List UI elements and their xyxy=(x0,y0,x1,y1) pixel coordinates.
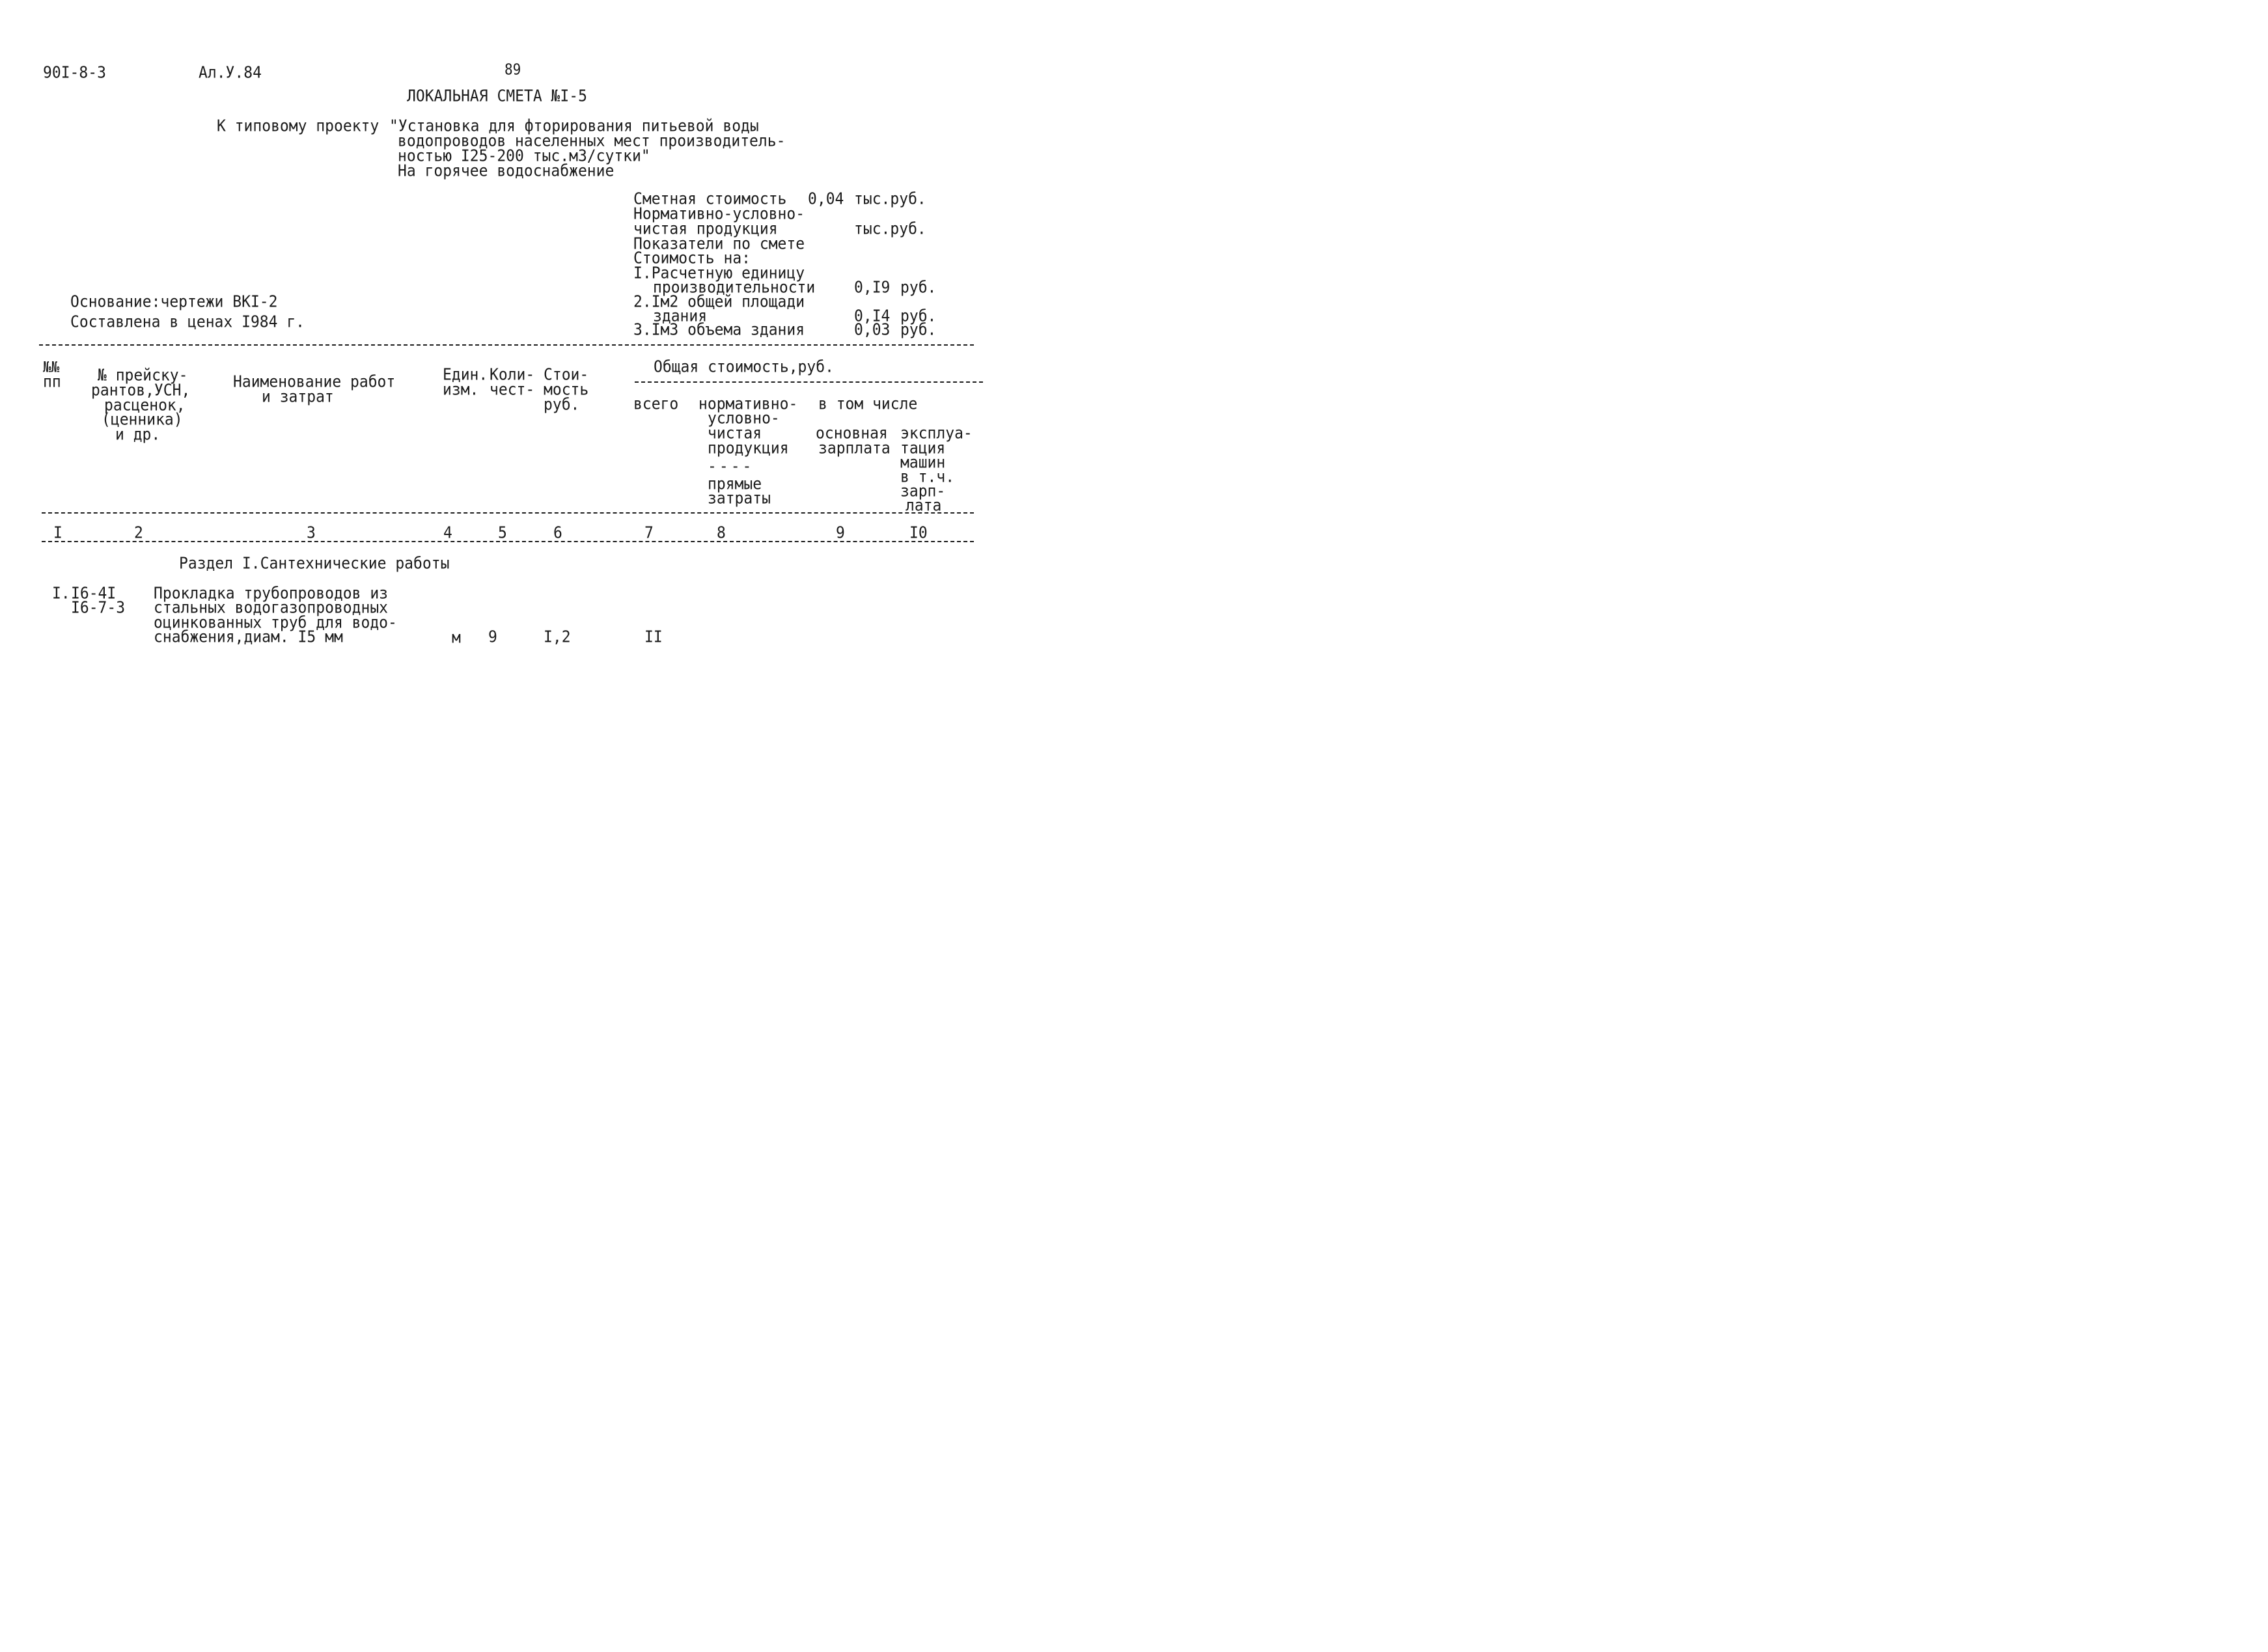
column-number-4: 4 xyxy=(443,523,452,542)
col8-subheader-line-1: прямые xyxy=(708,475,762,493)
indicator-3-value: 0,03 xyxy=(854,320,891,339)
header-bottom-rule xyxy=(42,512,974,514)
indicator-3-label: 3.Iм3 объема здания xyxy=(633,320,805,339)
project-line-1: "Установка для фторирования питьевой воды xyxy=(389,117,759,135)
column-numbers-rule xyxy=(42,541,974,542)
col10-header-line-1: эксплуа- xyxy=(900,424,973,443)
indicator-1-label-1: I.Расчетную единицу xyxy=(633,264,805,282)
row-1-name-line-1: Прокладка трубопроводов из xyxy=(154,584,389,603)
col3-header-line-1: Наименование работ xyxy=(233,372,396,391)
total-group-rule xyxy=(635,381,983,383)
col3-header-line-2: и затрат xyxy=(262,387,334,406)
row-1-unit: м xyxy=(452,628,461,647)
total-cost-group-header: Общая стоимость,руб. xyxy=(654,357,834,376)
col2-header-line-4: (ценника) xyxy=(102,410,183,429)
col10-header-line-4: в т.ч. xyxy=(900,467,955,486)
table-top-rule xyxy=(39,344,974,346)
col4-header-line-1: Един. xyxy=(443,365,488,384)
document-code: 90I-8-3 xyxy=(43,63,106,82)
indicator-2-label-1: 2.Iм2 общей площади xyxy=(633,292,805,311)
col6-header-line-1: Стои- xyxy=(544,365,589,384)
indicators-label: Показатели по смете xyxy=(633,234,805,253)
column-number-1: I xyxy=(53,523,62,542)
including-group-header: в том числе xyxy=(818,394,918,413)
cost-per-label: Стоимость на: xyxy=(633,249,751,268)
row-1-total: II xyxy=(644,627,663,646)
page-number: 89 xyxy=(505,61,521,78)
col8-header-line-4: продукция xyxy=(708,439,789,458)
estimated-cost-value: 0,04 xyxy=(808,189,844,208)
col10-header-line-3: машин xyxy=(900,453,946,472)
col10-header-line-5: зарп- xyxy=(900,482,946,501)
column-number-5: 5 xyxy=(498,523,507,542)
column-number-2: 2 xyxy=(134,523,143,542)
indicator-1-label-2: производительности xyxy=(653,278,816,297)
row-1-name-line-4: снабжения,диам. I5 мм xyxy=(154,627,343,646)
col8-header-line-1: нормативно- xyxy=(698,394,798,413)
col10-header-line-6: лата xyxy=(906,496,942,515)
col5-header-line-2: чест- xyxy=(490,380,535,399)
project-line-4: На горячее водоснабжение xyxy=(398,161,615,180)
col8-header-divider: ---- xyxy=(708,457,754,476)
net-product-label-1: Нормативно-условно- xyxy=(633,204,805,223)
document-title: ЛОКАЛЬНАЯ СМЕТА №I-5 xyxy=(407,87,587,105)
col2-header-line-1: № прейску- xyxy=(98,366,188,385)
col9-header-line-2: зарплата xyxy=(818,439,891,458)
indicator-1-unit: руб. xyxy=(900,278,937,297)
row-1-quantity: 9 xyxy=(488,627,497,646)
section-title: Раздел I.Сантехнические работы xyxy=(179,554,450,573)
indicator-2-label-2: здания xyxy=(653,307,708,325)
row-1-cost: I,2 xyxy=(544,627,571,646)
project-line-3: ностью I25-200 тыс.м3/сутки" xyxy=(398,146,650,165)
col7-header: всего xyxy=(633,394,679,413)
column-number-7: 7 xyxy=(644,523,654,542)
basis-line: Основание:чертежи ВКI-2 xyxy=(70,292,278,311)
net-product-unit: тыс.руб. xyxy=(854,219,926,238)
indicator-1-value: 0,I9 xyxy=(854,278,891,297)
album-number: Ал.У.84 xyxy=(199,63,262,82)
indicator-2-unit: руб. xyxy=(900,307,937,325)
col9-header-line-1: основная xyxy=(816,424,888,443)
estimated-cost-unit: тыс.руб. xyxy=(854,189,926,208)
prices-line: Составлена в ценах I984 г. xyxy=(70,312,305,331)
col2-header-line-3: расценок, xyxy=(104,396,186,415)
column-number-3: 3 xyxy=(307,523,316,542)
row-1-price-code-1: I6-4I xyxy=(71,584,117,603)
col2-header-line-2: рантов,УСН, xyxy=(91,381,191,400)
col6-header-line-3: руб. xyxy=(544,395,580,414)
col5-header-line-1: Коли- xyxy=(490,365,535,384)
column-number-9: 9 xyxy=(836,523,845,542)
row-1-price-code-2: I6-7-3 xyxy=(71,598,126,617)
net-product-label-2: чистая продукция xyxy=(633,219,778,238)
col6-header-line-2: мость xyxy=(544,380,589,399)
col4-header-line-2: изм. xyxy=(443,380,479,399)
column-number-6: 6 xyxy=(553,523,562,542)
indicator-2-value: 0,I4 xyxy=(854,307,891,325)
estimated-cost-label: Сметная стоимость xyxy=(633,189,787,208)
col10-header-line-2: тация xyxy=(900,439,946,458)
row-1-number: I. xyxy=(52,584,70,603)
col1-header-line-1: №№ xyxy=(43,358,60,376)
row-1-name-line-2: стальных водогазопроводных xyxy=(154,598,389,617)
col2-header-line-5: и др. xyxy=(115,425,161,444)
row-1-name-line-3: оцинкованных труб для водо- xyxy=(154,613,397,632)
indicator-3-unit: руб. xyxy=(900,320,937,339)
col8-header-line-2: условно- xyxy=(708,409,780,428)
col8-header-line-3: чистая xyxy=(708,424,762,443)
col8-subheader-line-2: затраты xyxy=(708,489,771,508)
column-number-8: 8 xyxy=(717,523,726,542)
column-number-10: I0 xyxy=(909,523,928,542)
col1-header-line-2: пп xyxy=(43,372,61,391)
project-prefix: К типовому проекту xyxy=(217,117,380,135)
estimate-page xyxy=(0,0,1008,734)
project-line-2: водопроводов населенных мест производитель- xyxy=(398,131,786,150)
